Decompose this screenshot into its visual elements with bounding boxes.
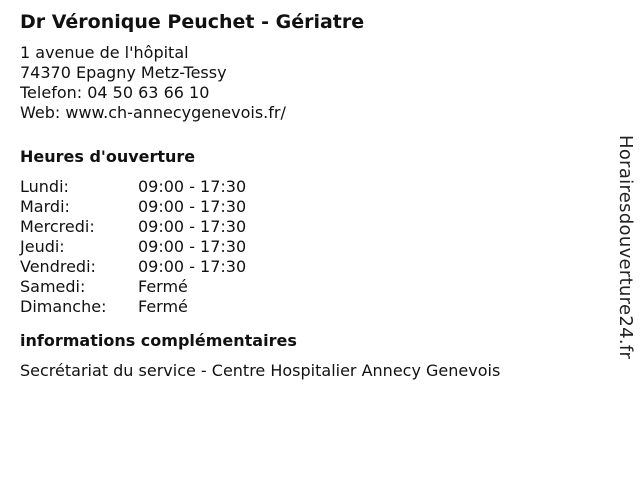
hours-time: Fermé (138, 277, 188, 296)
hours-row-friday (20, 257, 600, 277)
hours-time: 09:00 - 17:30 (138, 237, 247, 256)
hours-row-thursday (20, 237, 600, 257)
hours-row-wednesday (20, 217, 600, 237)
hours-time: 09:00 - 17:30 (138, 217, 247, 236)
hours-day: Dimanche: (20, 297, 107, 316)
hours-time: Fermé (138, 297, 188, 316)
hours-row-saturday (20, 277, 600, 297)
hours-day: Vendredi: (20, 257, 96, 276)
hours-day: Mardi: (20, 197, 70, 216)
website-line: Web: www.ch-annecygenevois.fr/ (20, 103, 286, 122)
hours-time: 09:00 - 17:30 (138, 177, 247, 196)
hours-day: Jeudi: (20, 237, 65, 256)
business-card (20, 10, 600, 381)
hours-time: 09:00 - 17:30 (138, 257, 247, 276)
hours-row-monday (20, 177, 600, 197)
additional-info-text: Secrétariat du service - Centre Hospitalier Annecy Genevois (20, 361, 501, 380)
hours-time: 09:00 - 17:30 (138, 197, 247, 216)
phone-line: Telefon: 04 50 63 66 10 (20, 83, 210, 102)
hours-row-sunday (20, 297, 600, 317)
opening-hours-heading: Heures d'ouverture (20, 147, 196, 166)
address-line-2: 74370 Epagny Metz-Tessy (20, 63, 227, 82)
site-watermark: Horairesdouverture24.fr (615, 135, 636, 360)
hours-day: Samedi: (20, 277, 86, 296)
hours-day: Lundi: (20, 177, 69, 196)
additional-info-heading: informations complémentaires (20, 331, 297, 350)
hours-day: Mercredi: (20, 217, 95, 236)
opening-hours-table (20, 177, 600, 317)
page-title: Dr Véronique Peuchet - Gériatre (20, 11, 365, 33)
hours-row-tuesday (20, 197, 600, 217)
address-line-1: 1 avenue de l'hôpital (20, 43, 189, 62)
